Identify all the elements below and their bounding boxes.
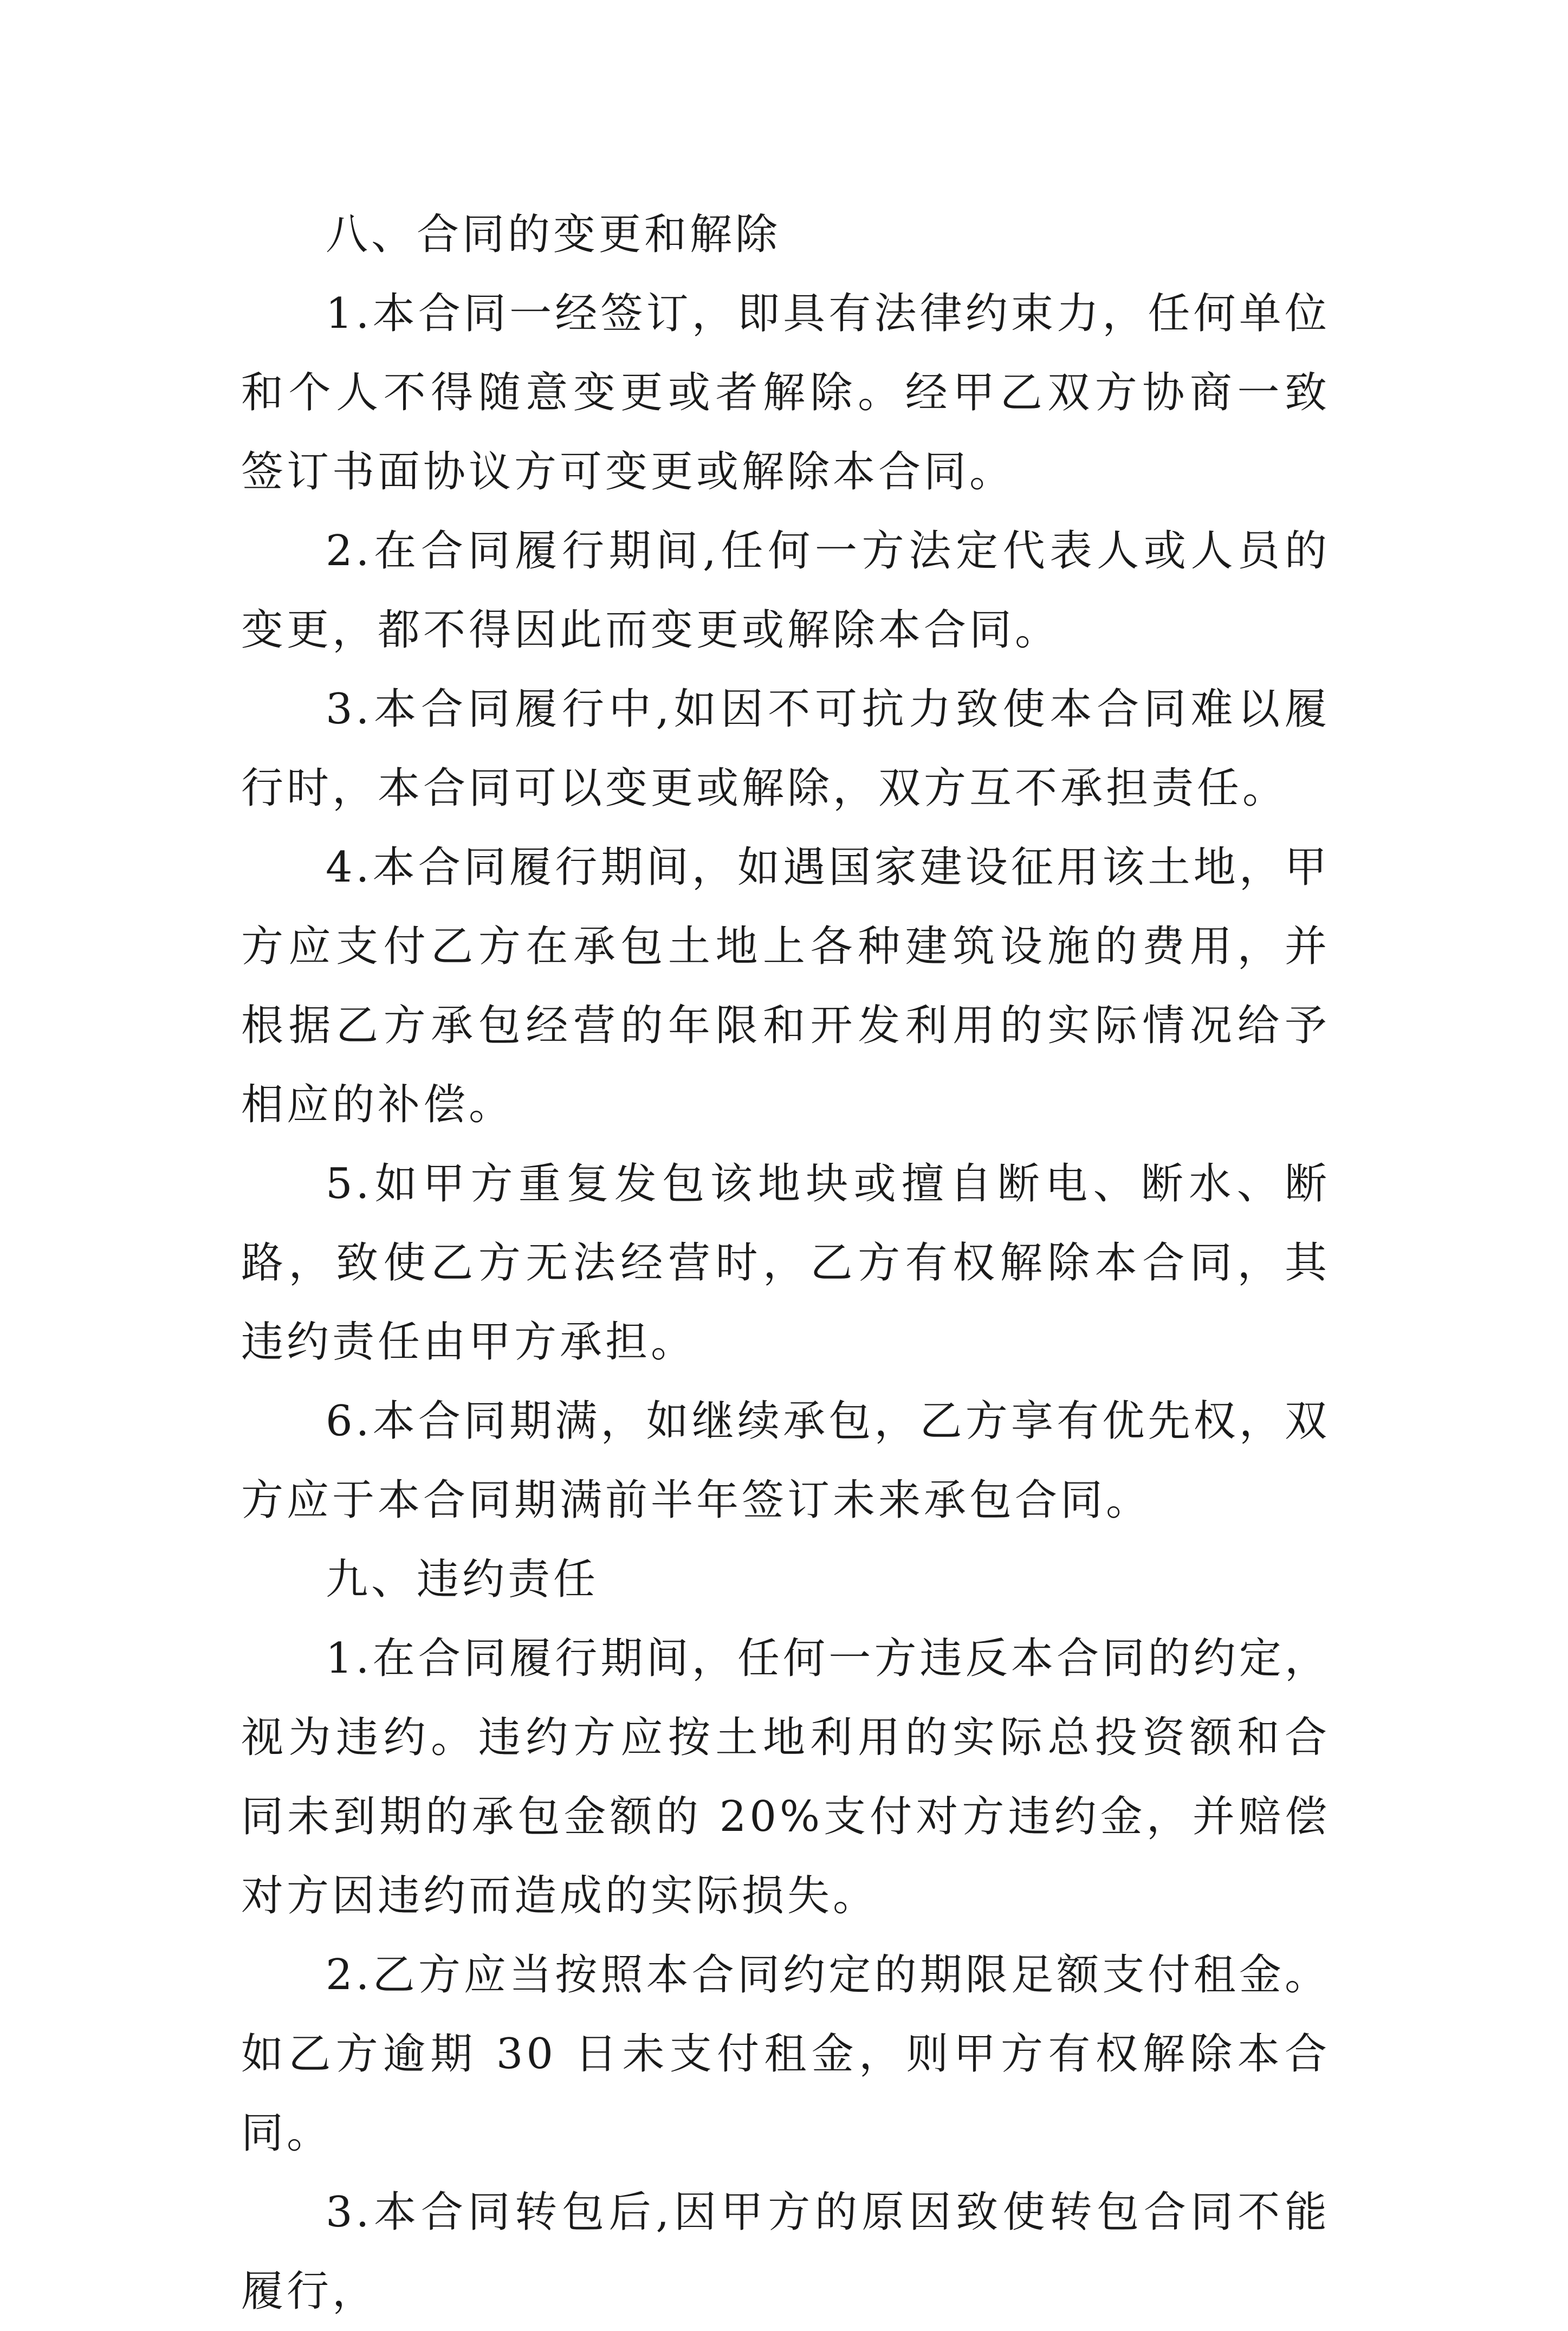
contract-text (241, 195, 1330, 2331)
section-heading-modification: 八、合同的变更和解除 (326, 210, 781, 259)
clause-8-3: 3.本合同履行中,如因不可抗力致使本合同难以履行时，本合同可以变更或解除，双方互不承担责任。 (241, 685, 1330, 813)
clause-8-2: 2.在合同履行期间,任何一方法定代表人或人员的变更，都不得因此而变更或解除本合同。 (241, 527, 1330, 655)
clause-8-6: 6.本合同期满，如继续承包，乙方享有优先权，双方应于本合同期满前半年签订未来承包合同。 (241, 1397, 1330, 1525)
clause-9-2: 2.乙方应当按照本合同约定的期限足额支付租金。如乙方逾期 30 日未支付租金，则甲方有权解除本合同。 (241, 1951, 1330, 2158)
clause-8-4: 4.本合同履行期间，如遇国家建设征用该土地，甲方应支付乙方在承包土地上各种建筑设施的费用，并根据乙方承包经营的年限和开发利用的实际情况给予相应的补偿。 (241, 843, 1330, 1129)
clause-8-1: 1.本合同一经签订，即具有法律约束力，任何单位和个人不得随意变更或者解除。经甲乙双方协商一致签订书面协议方可变更或解除本合同。 (241, 289, 1330, 496)
clause-9-1: 1.在合同履行期间，任何一方违反本合同的约定，视为违约。违约方应按土地利用的实际总投资额和合同未到期的承包金额的 20%支付对方违约金，并赔偿对方因违约而造成的实际损失。 (241, 1634, 1330, 1920)
clause-8-5: 5.如甲方重复发包该地块或擅自断电、断水、断路，致使乙方无法经营时，乙方有权解除本合同，其违约责任由甲方承担。 (241, 1160, 1330, 1367)
clause-9-3: 3.本合同转包后,因甲方的原因致使转包合同不能履行， (241, 2188, 1330, 2316)
section-heading-liability: 九、违约责任 (326, 1555, 599, 1604)
